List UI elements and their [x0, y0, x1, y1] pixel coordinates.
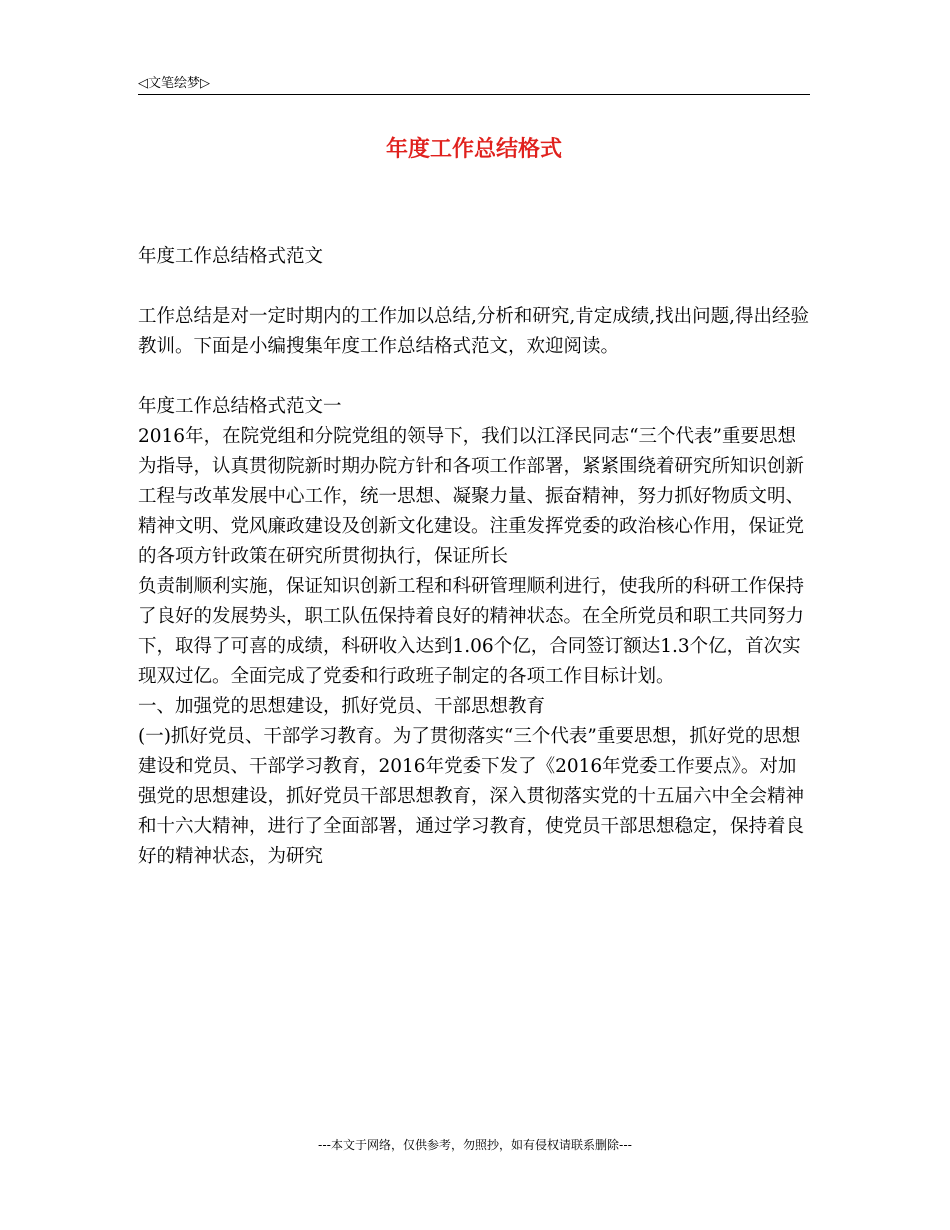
body-paragraph: 负责制顺利实施，保证知识创新工程和科研管理顺利进行，使我所的科研工作保持了良好的发展势头，职工队伍保持着良好的精神状态。在全所党员和职工共同努力下，取得了可喜的成绩，科研收入达到1.06个亿，合同签订额达1.3个亿，首次实现双过亿。全面完成了党委和行政班子制定的各项工作目标计划。: [138, 576, 805, 687]
document-body: [138, 242, 812, 872]
header-brand: ◁文笔绘梦▷: [138, 76, 210, 91]
document-title: 年度工作总结格式: [385, 137, 562, 162]
section-heading: 年度工作总结格式范文一: [138, 396, 342, 417]
subsection-heading: 一、加强党的思想建设，抓好党员、干部思想教育: [138, 696, 546, 717]
page-footer: ---本文于网络，仅供参考，勿照抄，如有侵权请联系删除---: [318, 1138, 632, 1152]
body-paragraph: (一)抓好党员、干部学习教育。为了贯彻落实“三个代表”重要思想，抓好党的思想建设和党员、干部学习教育，2016年党委下发了《2016年党委工作要点》。对加强党的思想建设，抓好党员干部思想教育，深入贯彻落实党的十五届六中全会精神和十六大精神，进行了全面部署，通过学习教育，使党员干部思想稳定，保持着良好的精神状态，为研究: [138, 726, 805, 867]
intro-paragraph: 工作总结是对一定时期内的工作加以总结,分析和研究,肯定成绩,找出问题,得出经验教训。下面是小编搜集年度工作总结格式范文，欢迎阅读。: [138, 306, 810, 357]
page-header: [138, 70, 810, 95]
subtitle-paragraph: 年度工作总结格式范文: [138, 246, 324, 267]
body-paragraph: 2016年，在院党组和分院党组的领导下，我们以江泽民同志“三个代表”重要思想为指导，认真贯彻院新时期办院方针和各项工作部署，紧紧围绕着研究所知识创新工程与改革发展中心工作，统一思想、凝聚力量、振奋精神，努力抓好物质文明、精神文明、党风廉政建设及创新文化建设。注重发挥党委的政治核心作用，保证党的各项方针政策在研究所贯彻执行，保证所长: [138, 426, 805, 567]
